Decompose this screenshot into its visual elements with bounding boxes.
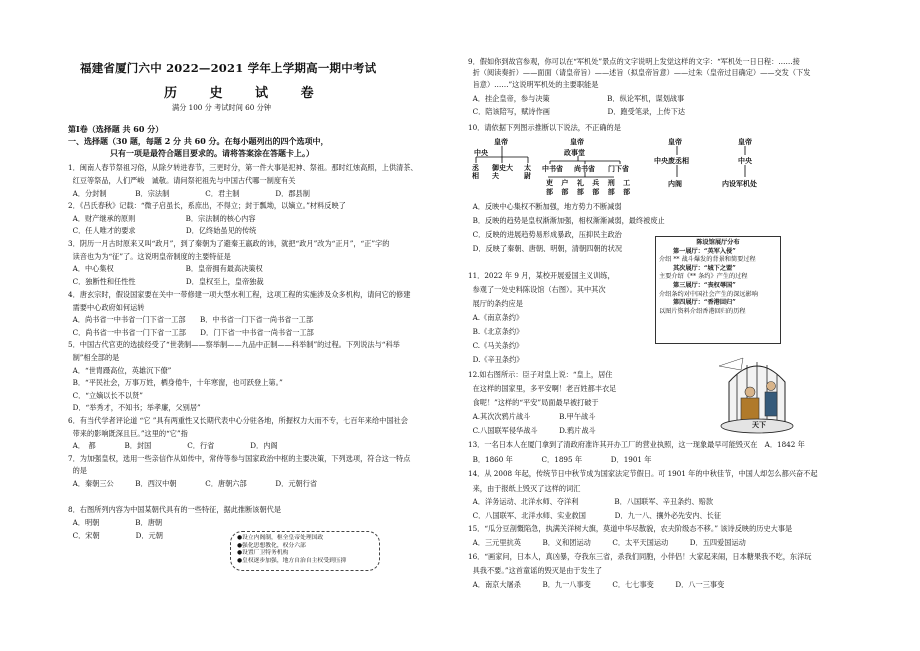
left-question-line: 带来的影响既深且巨。”这里的“它”指: [68, 429, 188, 438]
right-question-line: A．洋务运动、北洋水师、夺洋利 B．八国联军、辛丑条约、赔款: [468, 497, 714, 506]
right-question-line: 12.如右图所示：臣子对皇上说：“皇上，居住: [468, 370, 613, 379]
left-question-line: 读音也为为“征”了。这说明皇帝制度的主要特征是: [68, 252, 231, 261]
exhibit-line: 第一展厅：“英军入侵”: [673, 247, 736, 255]
left-question-line: A．明朝 B．唐朝: [68, 518, 163, 527]
diagram2-department: 尚书省: [574, 164, 595, 173]
left-question-line: 8．右图所列内容为中国某朝代具有的一些特征，据此推断该朝代是: [68, 505, 282, 514]
left-question-line: C．任人唯才的要求 D．亿终始虽见的传统: [68, 226, 257, 235]
exhibit-line: 其次展厅：“城下之盟”: [673, 264, 736, 272]
right-question-line: 15．“瓜分豆剖慨陷急，执满关洋树大旗，莫道中华尽散貌，农夫阶级态不移。” 该诗反映的历史大事是: [468, 524, 793, 533]
right-question-line: A．三元里抗英 B．义和团运动 C．太平天国运动 D．五四爱国运动: [468, 538, 746, 547]
section-instruction-2: 只有一项是最符合题目要求的。请将答案涂在答题卡上。）: [110, 148, 314, 158]
left-question-line: A．“世胄蹑高位，英雄沉下僚”: [68, 366, 172, 375]
right-question-line: C．反映的进展趋势易形成暴政，压抑民主政治: [468, 230, 622, 239]
right-question-line: B．反映的趋势是皇权渐渐加强，相权渐渐减弱，最终被废止: [468, 216, 665, 225]
diagram1-emperor: 皇帝: [494, 137, 508, 146]
exhibit-line: 第三展厅：“丧权辱国”: [673, 281, 736, 289]
right-question-line: 旨意）……”这说明军机处的主要职能是: [468, 80, 599, 89]
left-question-line: C．独断性和任性性 D．皇权至上，皇帝独裁: [68, 277, 264, 286]
exhibit-line: 第四展厅：“香港回归”: [673, 299, 736, 307]
right-question-line: B．1860 年 C．1895 年 D．1901 年: [468, 455, 652, 464]
diagram3-no-chancellor: 中央废丞相: [654, 156, 689, 165]
q11-exhibition-box: [655, 236, 781, 344]
left-question-line: 的是: [68, 466, 87, 475]
left-question-line: 7．为加强皇权，选用一些亲信作从如传中，常侍等参与国家政治中枢的主要决策，下列选项，符合这一特点: [68, 454, 411, 463]
right-question-line: C.八国联军侵华战斗 D.鸦片战斗: [468, 426, 596, 435]
right-question-line: 11．2022 年 9 月，某校开展爱国主义训练，: [468, 271, 615, 280]
diagram1-leaf-2: 御史大夫: [492, 163, 513, 180]
left-question-line: A． 都 B．封国 C．行省 D．内阁: [68, 441, 278, 450]
right-question-line: A．反映中心集权不断加强，地方势力不断减弱: [468, 202, 622, 211]
right-question-line: C.《马关条约》: [468, 341, 524, 350]
right-question-line: 16．“画家问，日本人，真凶暴，夺我东三省，杀我们同胞，小伴侣！大家起来闹，日本糖果我不吃，东洋玩: [468, 552, 812, 561]
exhibit-line: 介绍 ** 战斗爆发的背景和简要过程: [659, 256, 756, 264]
left-question-line: D．“举秀才，不知书；举孝廉，父别居”: [68, 403, 201, 412]
right-question-line: D.《辛丑条约》: [468, 355, 524, 364]
right-question-line: A．挂企皇帝，参与决策 B．纵论军机，谋划战事: [468, 94, 685, 103]
right-question-line: A.其次次鸦片战斗 B.甲午战斗: [468, 412, 596, 421]
right-question-line: C．陪该陪写，赋诗作画 D．跑受笔录，上传下达: [468, 107, 686, 116]
left-question-line: B．“平民社会，万事万姓，栖身倦牛，十年寒窗，也可跃登上第。”: [68, 378, 283, 387]
left-question-line: 1．闽南人春节祭祖习俗，从除夕转进春节，三更时分，第一件大事是祀神、祭祖。那时红烛高照，上供清茶、: [68, 163, 418, 172]
feature-box-line: ●设置厂卫特务机构: [237, 550, 289, 557]
diagram4-emperor: 皇帝: [738, 137, 752, 146]
diagram4-central: 中央: [738, 156, 752, 165]
right-question-line: C．八国联军、北洋水师、实业救国 D．九一八、攘外必先安内、长征: [468, 511, 722, 520]
left-question-line: C．尚书省一中书省一门下省一工部 D．门下省一中书省一尚书省一工部: [68, 328, 314, 337]
right-question-line: 来，由于报纸上毁灭了这样的词汇: [468, 484, 581, 493]
right-question-line: 折（阅读奏折）——面面（请皇帝旨）——述旨（拟皇帝旨意）——过朱（皇帝过目确定）——交发（下发: [468, 68, 811, 77]
diagram2-secretariat: 中书省: [542, 164, 563, 173]
left-question-line: A．中心集权 B．皇帝拥有最高决策权: [68, 264, 263, 273]
diagram2-emperor: 皇帝: [570, 137, 584, 146]
exhibit-line: 介绍条约对中国社会产生的深远影响: [659, 290, 758, 298]
subject-title: 历 史 试 卷: [164, 86, 328, 101]
left-question-line: C．宋朝 D．元朝: [68, 531, 163, 540]
left-question-line: A．秦朝三公 B．西汉中朝 C．唐朝六部 D．元朝行省: [68, 479, 318, 488]
exhibit-title: 陈设馆展厅分布: [696, 239, 740, 246]
diagram1-central: 中央: [474, 148, 488, 157]
left-question-line: 4．唐玄宗时，假设国家要在关中一带修建一项大型水利工程，这项工程的实施涉及众多机构，请问它的修建: [68, 290, 411, 299]
left-question-line: A．分封制 B．宗法制 C．君主制 D．郡县制: [68, 189, 310, 198]
diagram3-emperor: 皇帝: [668, 137, 682, 146]
right-question-line: B.《北京条约》: [468, 327, 524, 336]
exhibit-line: 以图片资料介绍香港回归的历程: [659, 307, 746, 315]
right-question-line: 在这样的国家里，多平安啊！老百姓都丰衣足: [468, 384, 617, 393]
exam-meta: 满分 100 分 考试时间 60 分钟: [172, 103, 271, 112]
q8-feature-box: [230, 531, 380, 571]
diagram4-grand-council: 内设军机处: [722, 179, 757, 188]
diagram2-ministries: 吏 户 礼 兵 刑 工: [546, 178, 634, 187]
section-instruction-1: 一、选择题（30 题，每题 2 分 共 60 分。在每小题列出的四个选项中，: [68, 136, 329, 146]
left-question-line: 需要中心政府如何运转: [68, 303, 145, 312]
feature-box-line: ●强化思想教化，权分六部: [237, 542, 306, 549]
right-question-line: A.《南京条约》: [468, 313, 524, 322]
feature-box-line: ●皇权逐步加强，地方自治自主权受到压抑: [237, 557, 347, 564]
right-question-line: 食呢！”这样的“平安”局面最早被打破于: [468, 398, 599, 407]
feature-box-line: ●设立内阁制，枢全皇帝处理国政: [237, 535, 324, 541]
right-question-line: D．反映了秦朝、唐朝、明朝，清朝四朝的状况: [468, 244, 623, 253]
left-question-line: 2．《吕氏春秋》记载：“微子启虽长，系庶出，不得立；封于瓢坳，以嫡立。”材料反映了: [68, 201, 346, 210]
right-question-line: 参观了一处史料陈设馆（右图）。其中其次: [468, 285, 606, 294]
left-question-line: 5．中国古代官吏的选拔经受了“世袭制——察举制——九品中正制——科举制”的过程。下列说法与“科举: [68, 340, 400, 349]
right-question-line: 10．请依据下列图示推断以下说法，不正确的是: [468, 123, 621, 132]
diagram3-cabinet: 内阁: [668, 179, 682, 188]
left-question-line: 3．阴历一月古时原来又叫“政月”，到了秦朝为了避秦王嬴政的讳，就把“政月”改为“正月”，“正”字的: [68, 239, 390, 248]
left-question-line: 红豆等祭品，人们严峻 诚敬。请问祭祀祖先与中国古代哪一制度有关: [68, 176, 296, 185]
left-question-line: 6．有当代学者评论道 “它 ”具有两重性又长期代表中心分驻各地，所握权力大而不专，七百年来给中国社会: [68, 416, 408, 425]
left-question-line: A．财产继承的原则 B．宗法制的核心内容: [68, 214, 256, 223]
right-question-line: 9．假如你到故宫参观，你可以在“军机处”景点的文字说明上发觉这样的文字：“军机处一日日程：……接: [468, 57, 800, 66]
diagram1-leaf-3: 太尉: [524, 163, 531, 180]
left-question-line: 制”相全部的是: [68, 353, 120, 362]
section-title: 第Ⅰ卷（选择题 共 60 分）: [68, 124, 164, 134]
page-title: 福建省厦门六中 2022—2021 学年上学期高一期中考试: [80, 61, 377, 75]
diagram1-leaf-1: 丞相: [472, 163, 479, 180]
exhibit-line: 主要介绍《** 条约》产生的过程: [659, 273, 748, 281]
diagram2-chancellery: 门下省: [608, 164, 629, 173]
right-question-line: 展厅的条约应是: [468, 299, 523, 308]
q10-diagram: [470, 135, 810, 197]
left-question-line: A．尚书省一中书省一门下省一工部 B．中书省一门下省一尚书省一工部: [68, 315, 314, 324]
q12-cartoon-caption: 天下: [752, 420, 766, 429]
right-question-line: 具我不要。”这首童谣的毁灭是由于发生了: [468, 566, 603, 575]
right-question-line: 13．一名日本人在厦门拿到了清政府准许其开办工厂的营业执照，这一现象最早可能毁灭在 A．1842 年: [468, 440, 805, 449]
right-question-line: 14．从 2008 年起，传统节日中秋节成为国家法定节假日。可 1901 年的中秋佳节，中国人却怎么都兴奋不起: [468, 469, 818, 478]
left-question-line: C．“立嫡以长不以贤”: [68, 391, 143, 400]
diagram2-council: 政事堂: [564, 148, 585, 157]
diagram2-ministries-suffix: 部 部 部 部 部 部: [546, 187, 634, 196]
right-question-line: A．南京大屠杀 B．九一八事变 C．七七事变 D．八一三事变: [468, 580, 725, 589]
